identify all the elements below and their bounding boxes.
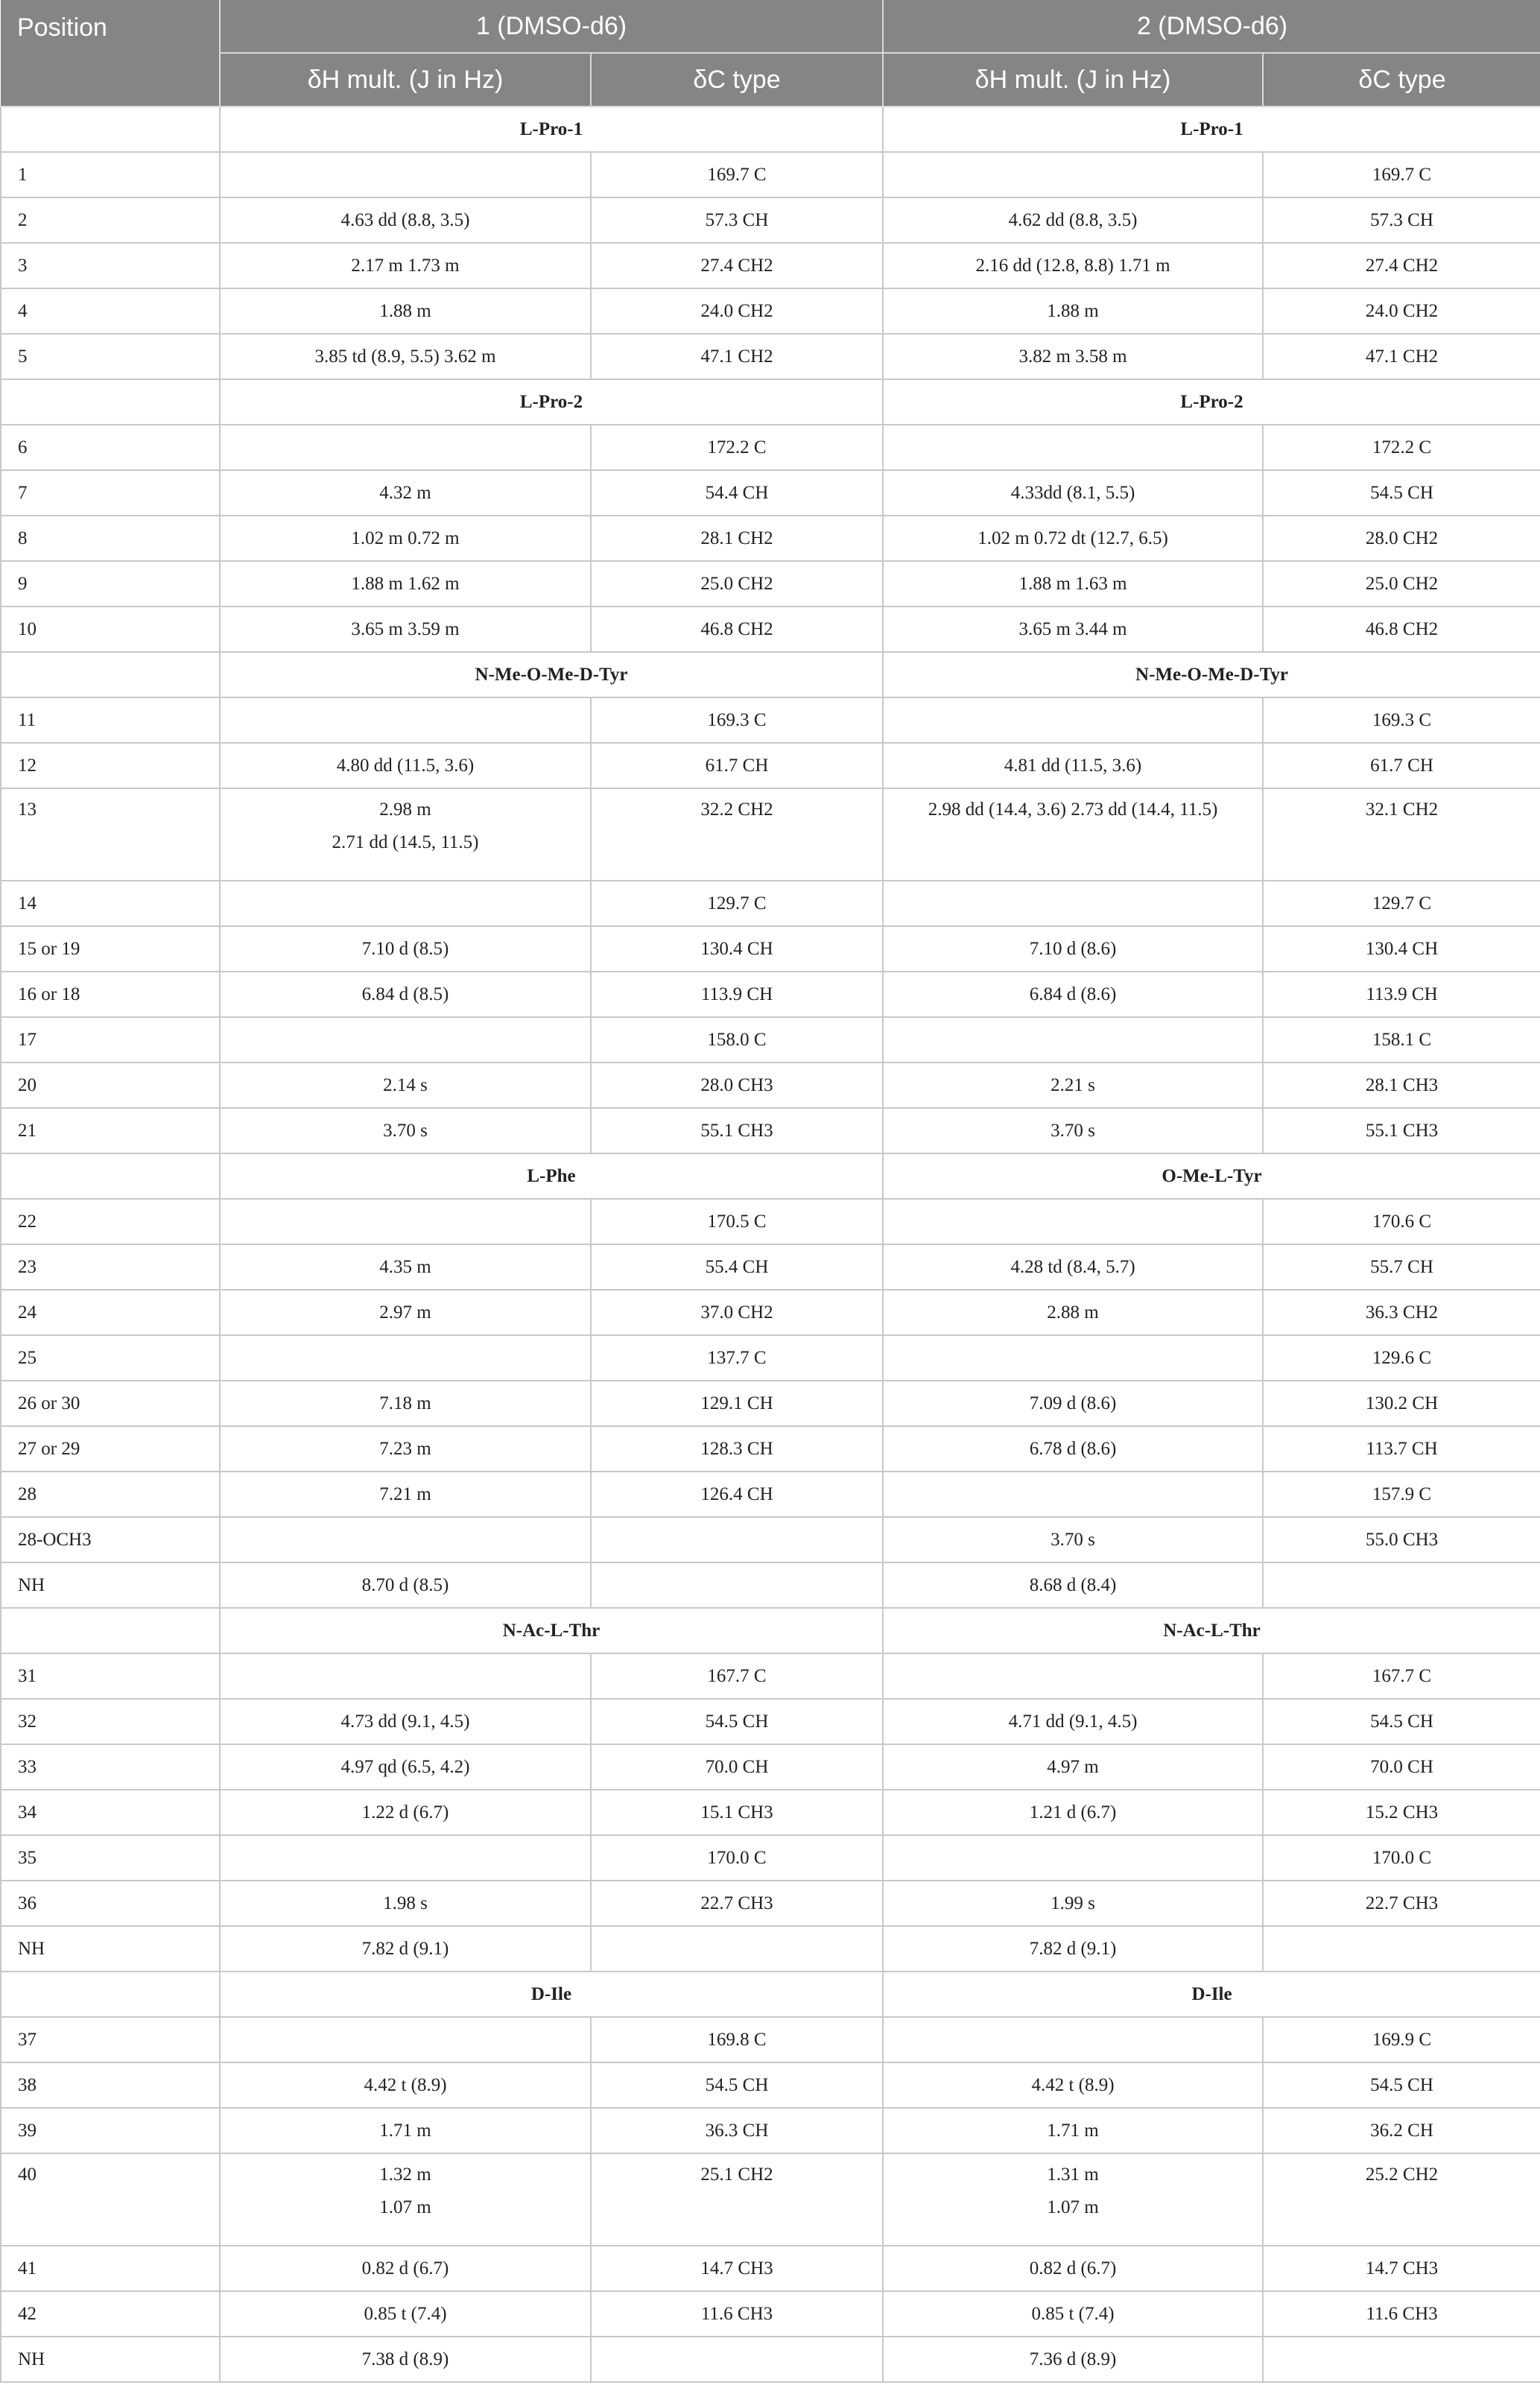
position-cell: 36 [1, 1881, 220, 1926]
dc-cell-1: 54.5 CH [591, 2062, 883, 2108]
dc-cell-1: 37.0 CH2 [591, 1290, 883, 1335]
dc-cell-1: 47.1 CH2 [591, 334, 883, 379]
dc-cell-1: 129.1 CH [591, 1381, 883, 1426]
dc-cell-1: 57.3 CH [591, 197, 883, 243]
dh-cell-2: 2.21 s [883, 1063, 1263, 1108]
table-row [1, 561, 1540, 607]
dc-cell-1: 169.7 C [591, 152, 883, 197]
dh-cell-2: 7.10 d (8.6) [883, 926, 1263, 972]
position-cell: 24 [1, 1290, 220, 1335]
dh-cell-1: 4.73 dd (9.1, 4.5) [220, 1699, 591, 1744]
table-body [1, 107, 1540, 2382]
dh-cell-1: 7.23 m [220, 1426, 591, 1472]
dh-cell-2 [883, 1335, 1263, 1381]
position-cell: 14 [1, 881, 220, 926]
table-row [1, 2108, 1540, 2153]
position-cell: 16 or 18 [1, 972, 220, 1017]
dh-cell-2: 1.21 d (6.7) [883, 1790, 1263, 1835]
shift-line: 1.07 m [379, 2197, 431, 2217]
dc-header-2: δC type [1263, 53, 1540, 107]
position-cell: 17 [1, 1017, 220, 1063]
dc-cell-2: 28.0 CH2 [1263, 516, 1540, 561]
dh-cell-2: 7.09 d (8.6) [883, 1381, 1263, 1426]
dc-cell-1: 170.0 C [591, 1835, 883, 1881]
dc-cell-2: 130.4 CH [1263, 926, 1540, 972]
dh-cell-2: 0.82 d (6.7) [883, 2246, 1263, 2291]
dh-cell-2: 1.71 m [883, 2108, 1263, 2153]
dc-cell-2: 55.7 CH [1263, 1244, 1540, 1290]
table-row [1, 288, 1540, 334]
dc-header-1: δC type [591, 53, 883, 107]
dc-cell-1: 25.1 CH2 [591, 2153, 883, 2246]
dh-cell-1: 2.17 m 1.73 m [220, 243, 591, 288]
dh-cell-1: 1.22 d (6.7) [220, 1790, 591, 1835]
dh-cell-2: 3.82 m 3.58 m [883, 334, 1263, 379]
dc-cell-2: 130.2 CH [1263, 1381, 1540, 1426]
shift-line: 2.98 dd (14.4, 3.6) 2.73 dd (14.4, 11.5) [928, 799, 1218, 820]
dh-cell-2 [883, 425, 1263, 470]
dc-cell-1: 24.0 CH2 [591, 288, 883, 334]
table-row [1, 1290, 1540, 1335]
dc-cell-1: 55.4 CH [591, 1244, 883, 1290]
section-label-1: L-Phe [220, 1153, 883, 1199]
table-row [1, 2291, 1540, 2337]
shift-line: 1.32 m [379, 2164, 431, 2185]
dh-cell-1: 4.42 t (8.9) [220, 2062, 591, 2108]
dh-cell-1 [220, 1199, 591, 1244]
section-empty-cell [1, 107, 220, 152]
section-empty-cell [1, 1153, 220, 1199]
section-empty-cell [1, 652, 220, 697]
dh-cell-1: 8.70 d (8.5) [220, 1562, 591, 1608]
position-cell: 13 [1, 788, 220, 881]
dc-cell-1: 129.7 C [591, 881, 883, 926]
dc-cell-1: 54.4 CH [591, 470, 883, 516]
table-row [1, 1835, 1540, 1881]
position-cell: NH [1, 2337, 220, 2382]
table-row [1, 926, 1540, 972]
table-row [1, 697, 1540, 743]
shift-line: 2.98 m [379, 799, 431, 820]
dc-cell-2: 22.7 CH3 [1263, 1881, 1540, 1926]
dh-cell-1 [220, 1017, 591, 1063]
table-row [1, 152, 1540, 197]
section-label-2: N-Me-O-Me-D-Tyr [883, 652, 1540, 697]
table-row [1, 1653, 1540, 1699]
position-cell: 12 [1, 743, 220, 788]
position-cell: NH [1, 1562, 220, 1608]
dc-cell-2: 169.9 C [1263, 2017, 1540, 2062]
dc-cell-1 [591, 1562, 883, 1608]
dh-cell-2: 4.33dd (8.1, 5.5) [883, 470, 1263, 516]
section-label-2: N-Ac-L-Thr [883, 1608, 1540, 1653]
position-cell: 42 [1, 2291, 220, 2337]
dc-cell-2: 14.7 CH3 [1263, 2246, 1540, 2291]
dh-cell-2: 8.68 d (8.4) [883, 1562, 1263, 1608]
section-empty-cell [1, 1972, 220, 2017]
section-label-2: L-Pro-2 [883, 379, 1540, 425]
dc-cell-1: 28.0 CH3 [591, 1063, 883, 1108]
dc-cell-2: 158.1 C [1263, 1017, 1540, 1063]
position-cell: 23 [1, 1244, 220, 1290]
dh-cell-1: 1.88 m 1.62 m [220, 561, 591, 607]
section-label-1: N-Ac-L-Thr [220, 1608, 883, 1653]
table-row [1, 881, 1540, 926]
dh-cell-1 [220, 152, 591, 197]
dc-cell-2: 129.7 C [1263, 881, 1540, 926]
position-cell: 7 [1, 470, 220, 516]
shift-line: 1.31 m [1047, 2164, 1099, 2185]
dc-cell-2: 157.9 C [1263, 1472, 1540, 1517]
position-cell: 8 [1, 516, 220, 561]
table-row [1, 334, 1540, 379]
section-empty-cell [1, 379, 220, 425]
dh-cell-2: 4.71 dd (9.1, 4.5) [883, 1699, 1263, 1744]
dh-cell-1 [220, 2153, 591, 2246]
dh-cell-1: 7.82 d (9.1) [220, 1926, 591, 1972]
dc-cell-2: 170.0 C [1263, 1835, 1540, 1881]
dh-cell-2: 4.42 t (8.9) [883, 2062, 1263, 2108]
dc-cell-1: 61.7 CH [591, 743, 883, 788]
dc-cell-1: 22.7 CH3 [591, 1881, 883, 1926]
dc-cell-2: 54.5 CH [1263, 470, 1540, 516]
section-row [1, 1972, 1540, 2017]
dc-cell-2: 167.7 C [1263, 1653, 1540, 1699]
dh-cell-1: 1.71 m [220, 2108, 591, 2153]
dc-cell-1: 11.6 CH3 [591, 2291, 883, 2337]
table-row [1, 1381, 1540, 1426]
dc-cell-1: 158.0 C [591, 1017, 883, 1063]
dc-cell-1: 167.7 C [591, 1653, 883, 1699]
dh-cell-2: 7.82 d (9.1) [883, 1926, 1263, 1972]
dh-cell-2: 3.70 s [883, 1517, 1263, 1562]
section-empty-cell [1, 1608, 220, 1653]
table-row [1, 1881, 1540, 1926]
dh-cell-1: 0.85 t (7.4) [220, 2291, 591, 2337]
dc-cell-2: 54.5 CH [1263, 2062, 1540, 2108]
dc-cell-2: 170.6 C [1263, 1199, 1540, 1244]
table-row [1, 607, 1540, 652]
dh-cell-1 [220, 1653, 591, 1699]
table-row [1, 243, 1540, 288]
dh-cell-1: 7.21 m [220, 1472, 591, 1517]
dc-cell-1: 27.4 CH2 [591, 243, 883, 288]
dc-cell-1: 55.1 CH3 [591, 1108, 883, 1153]
dc-cell-1: 169.3 C [591, 697, 883, 743]
dc-cell-2: 113.9 CH [1263, 972, 1540, 1017]
dc-cell-2: 36.2 CH [1263, 2108, 1540, 2153]
dh-cell-1 [220, 1335, 591, 1381]
dh-cell-1 [220, 697, 591, 743]
position-cell: 22 [1, 1199, 220, 1244]
dc-cell-2: 27.4 CH2 [1263, 243, 1540, 288]
position-cell: 38 [1, 2062, 220, 2108]
section-label-1: L-Pro-2 [220, 379, 883, 425]
dc-cell-2: 55.0 CH3 [1263, 1517, 1540, 1562]
section-row [1, 1608, 1540, 1653]
section-row [1, 652, 1540, 697]
dh-cell-2: 4.62 dd (8.8, 3.5) [883, 197, 1263, 243]
dh-cell-2: 6.78 d (8.6) [883, 1426, 1263, 1472]
header-row-1 [1, 0, 1540, 53]
position-cell: 33 [1, 1744, 220, 1790]
dh-cell-1: 4.32 m [220, 470, 591, 516]
dh-cell-2: 2.16 dd (12.8, 8.8) 1.71 m [883, 243, 1263, 288]
dc-cell-1: 169.8 C [591, 2017, 883, 2062]
dh-cell-2: 1.88 m 1.63 m [883, 561, 1263, 607]
table-row [1, 1335, 1540, 1381]
position-cell: 28-OCH3 [1, 1517, 220, 1562]
dc-cell-2 [1263, 1926, 1540, 1972]
position-cell: 5 [1, 334, 220, 379]
table-row [1, 1699, 1540, 1744]
position-cell: NH [1, 1926, 220, 1972]
dh-cell-2: 4.81 dd (11.5, 3.6) [883, 743, 1263, 788]
dc-cell-2: 70.0 CH [1263, 1744, 1540, 1790]
section-row [1, 1153, 1540, 1199]
dc-cell-1: 15.1 CH3 [591, 1790, 883, 1835]
dc-cell-1: 46.8 CH2 [591, 607, 883, 652]
dh-cell-1: 3.70 s [220, 1108, 591, 1153]
position-cell: 9 [1, 561, 220, 607]
dh-cell-2: 7.36 d (8.9) [883, 2337, 1263, 2382]
dc-cell-1: 70.0 CH [591, 1744, 883, 1790]
section-label-1: L-Pro-1 [220, 107, 883, 152]
position-cell: 27 or 29 [1, 1426, 220, 1472]
dh-cell-1 [220, 788, 591, 881]
table-row [1, 1517, 1540, 1562]
dh-cell-1: 7.10 d (8.5) [220, 926, 591, 972]
dh-header-1: δH mult. (J in Hz) [220, 53, 591, 107]
dh-cell-1: 4.35 m [220, 1244, 591, 1290]
compound-2-header: 2 (DMSO-d6) [883, 0, 1540, 53]
dc-cell-1: 36.3 CH [591, 2108, 883, 2153]
section-label-2: D-Ile [883, 1972, 1540, 2017]
dc-cell-1: 113.9 CH [591, 972, 883, 1017]
dh-cell-2: 4.28 td (8.4, 5.7) [883, 1244, 1263, 1290]
dc-cell-1 [591, 1517, 883, 1562]
table-row [1, 972, 1540, 1017]
dh-cell-1: 0.82 d (6.7) [220, 2246, 591, 2291]
dc-cell-1: 172.2 C [591, 425, 883, 470]
dc-cell-1: 170.5 C [591, 1199, 883, 1244]
dc-cell-1: 128.3 CH [591, 1426, 883, 1472]
dh-cell-1: 4.80 dd (11.5, 3.6) [220, 743, 591, 788]
dc-cell-2: 169.7 C [1263, 152, 1540, 197]
section-label-2: L-Pro-1 [883, 107, 1540, 152]
table-row [1, 516, 1540, 561]
table-row [1, 425, 1540, 470]
dh-cell-1: 1.02 m 0.72 m [220, 516, 591, 561]
table-row [1, 2153, 1540, 2246]
dc-cell-2: 25.0 CH2 [1263, 561, 1540, 607]
dc-cell-2: 113.7 CH [1263, 1426, 1540, 1472]
table-row [1, 1562, 1540, 1608]
position-header: Position [1, 0, 220, 107]
position-cell: 3 [1, 243, 220, 288]
position-cell: 6 [1, 425, 220, 470]
dh-cell-2: 2.88 m [883, 1290, 1263, 1335]
dh-cell-2 [883, 1653, 1263, 1699]
dh-cell-1: 2.14 s [220, 1063, 591, 1108]
table-row [1, 743, 1540, 788]
position-cell: 2 [1, 197, 220, 243]
dh-cell-2 [883, 2017, 1263, 2062]
dh-cell-1: 1.98 s [220, 1881, 591, 1926]
position-cell: 40 [1, 2153, 220, 2246]
table-row [1, 1744, 1540, 1790]
dc-cell-1: 54.5 CH [591, 1699, 883, 1744]
table-row [1, 2017, 1540, 2062]
section-row [1, 107, 1540, 152]
dc-cell-2: 25.2 CH2 [1263, 2153, 1540, 2246]
dh-cell-1: 3.65 m 3.59 m [220, 607, 591, 652]
dc-cell-2: 15.2 CH3 [1263, 1790, 1540, 1835]
table-row [1, 1426, 1540, 1472]
position-cell: 11 [1, 697, 220, 743]
dc-cell-2: 36.3 CH2 [1263, 1290, 1540, 1335]
header-row-2 [1, 53, 1540, 107]
section-label-1: D-Ile [220, 1972, 883, 2017]
position-cell: 41 [1, 2246, 220, 2291]
dh-cell-2: 3.70 s [883, 1108, 1263, 1153]
position-cell: 20 [1, 1063, 220, 1108]
dc-cell-2: 55.1 CH3 [1263, 1108, 1540, 1153]
dh-cell-2 [883, 2153, 1263, 2246]
table-row [1, 2337, 1540, 2382]
dc-cell-2: 57.3 CH [1263, 197, 1540, 243]
dc-cell-2: 11.6 CH3 [1263, 2291, 1540, 2337]
dh-cell-2 [883, 788, 1263, 881]
dc-cell-2: 24.0 CH2 [1263, 288, 1540, 334]
dc-cell-1: 25.0 CH2 [591, 561, 883, 607]
dh-cell-2: 3.65 m 3.44 m [883, 607, 1263, 652]
table-row [1, 1244, 1540, 1290]
dc-cell-2: 169.3 C [1263, 697, 1540, 743]
position-cell: 1 [1, 152, 220, 197]
dh-cell-2 [883, 1835, 1263, 1881]
table-row [1, 788, 1540, 881]
dc-cell-1 [591, 2337, 883, 2382]
dc-cell-2: 61.7 CH [1263, 743, 1540, 788]
dh-cell-2: 1.88 m [883, 288, 1263, 334]
dh-cell-1: 7.38 d (8.9) [220, 2337, 591, 2382]
position-cell: 32 [1, 1699, 220, 1744]
dh-cell-2: 6.84 d (8.6) [883, 972, 1263, 1017]
dc-cell-2: 28.1 CH3 [1263, 1063, 1540, 1108]
section-label-2: O-Me-L-Tyr [883, 1153, 1540, 1199]
dc-cell-1: 137.7 C [591, 1335, 883, 1381]
dh-cell-2 [883, 1017, 1263, 1063]
table-row [1, 1108, 1540, 1153]
position-cell: 35 [1, 1835, 220, 1881]
table-row [1, 470, 1540, 516]
dh-cell-1: 4.97 qd (6.5, 4.2) [220, 1744, 591, 1790]
dc-cell-1 [591, 1926, 883, 1972]
dh-cell-1 [220, 1835, 591, 1881]
dh-cell-1: 4.63 dd (8.8, 3.5) [220, 197, 591, 243]
dh-cell-2 [883, 1472, 1263, 1517]
dh-cell-2: 1.02 m 0.72 dt (12.7, 6.5) [883, 516, 1263, 561]
position-cell: 15 or 19 [1, 926, 220, 972]
dc-cell-1: 130.4 CH [591, 926, 883, 972]
position-cell: 26 or 30 [1, 1381, 220, 1426]
dh-cell-1 [220, 881, 591, 926]
dc-cell-2: 129.6 C [1263, 1335, 1540, 1381]
dc-cell-2: 47.1 CH2 [1263, 334, 1540, 379]
dh-cell-1 [220, 425, 591, 470]
dh-cell-2 [883, 697, 1263, 743]
dh-cell-1 [220, 2017, 591, 2062]
dc-cell-1: 32.2 CH2 [591, 788, 883, 881]
position-cell: 10 [1, 607, 220, 652]
dh-cell-1: 1.88 m [220, 288, 591, 334]
dh-header-2: δH mult. (J in Hz) [883, 53, 1263, 107]
table-row [1, 1017, 1540, 1063]
table-row [1, 1790, 1540, 1835]
compound-1-header: 1 (DMSO-d6) [220, 0, 883, 53]
dc-cell-2 [1263, 2337, 1540, 2382]
dh-cell-2: 4.97 m [883, 1744, 1263, 1790]
dh-cell-1: 7.18 m [220, 1381, 591, 1426]
shift-line: 2.71 dd (14.5, 11.5) [332, 832, 479, 852]
dh-cell-1: 3.85 td (8.9, 5.5) 3.62 m [220, 334, 591, 379]
dh-cell-1: 2.97 m [220, 1290, 591, 1335]
table-row [1, 1926, 1540, 1972]
table-row [1, 2062, 1540, 2108]
section-label-1: N-Me-O-Me-D-Tyr [220, 652, 883, 697]
table-row [1, 2246, 1540, 2291]
dc-cell-2: 46.8 CH2 [1263, 607, 1540, 652]
dh-cell-2: 0.85 t (7.4) [883, 2291, 1263, 2337]
position-cell: 31 [1, 1653, 220, 1699]
table-row [1, 1199, 1540, 1244]
position-cell: 34 [1, 1790, 220, 1835]
dh-cell-2 [883, 152, 1263, 197]
dc-cell-1: 14.7 CH3 [591, 2246, 883, 2291]
position-cell: 28 [1, 1472, 220, 1517]
dc-cell-2: 54.5 CH [1263, 1699, 1540, 1744]
dh-cell-2 [883, 881, 1263, 926]
shift-line: 1.07 m [1047, 2197, 1099, 2217]
dc-cell-1: 28.1 CH2 [591, 516, 883, 561]
dh-cell-2 [883, 1199, 1263, 1244]
dh-cell-1 [220, 1517, 591, 1562]
dc-cell-2 [1263, 1562, 1540, 1608]
table-row [1, 197, 1540, 243]
position-cell: 39 [1, 2108, 220, 2153]
dc-cell-2: 32.1 CH2 [1263, 788, 1540, 881]
table-row [1, 1472, 1540, 1517]
dh-cell-2: 1.99 s [883, 1881, 1263, 1926]
dc-cell-1: 126.4 CH [591, 1472, 883, 1517]
position-cell: 37 [1, 2017, 220, 2062]
position-cell: 25 [1, 1335, 220, 1381]
dc-cell-2: 172.2 C [1263, 425, 1540, 470]
position-cell: 4 [1, 288, 220, 334]
position-cell: 21 [1, 1108, 220, 1153]
table-row [1, 1063, 1540, 1108]
section-row [1, 379, 1540, 425]
dh-cell-1: 6.84 d (8.5) [220, 972, 591, 1017]
